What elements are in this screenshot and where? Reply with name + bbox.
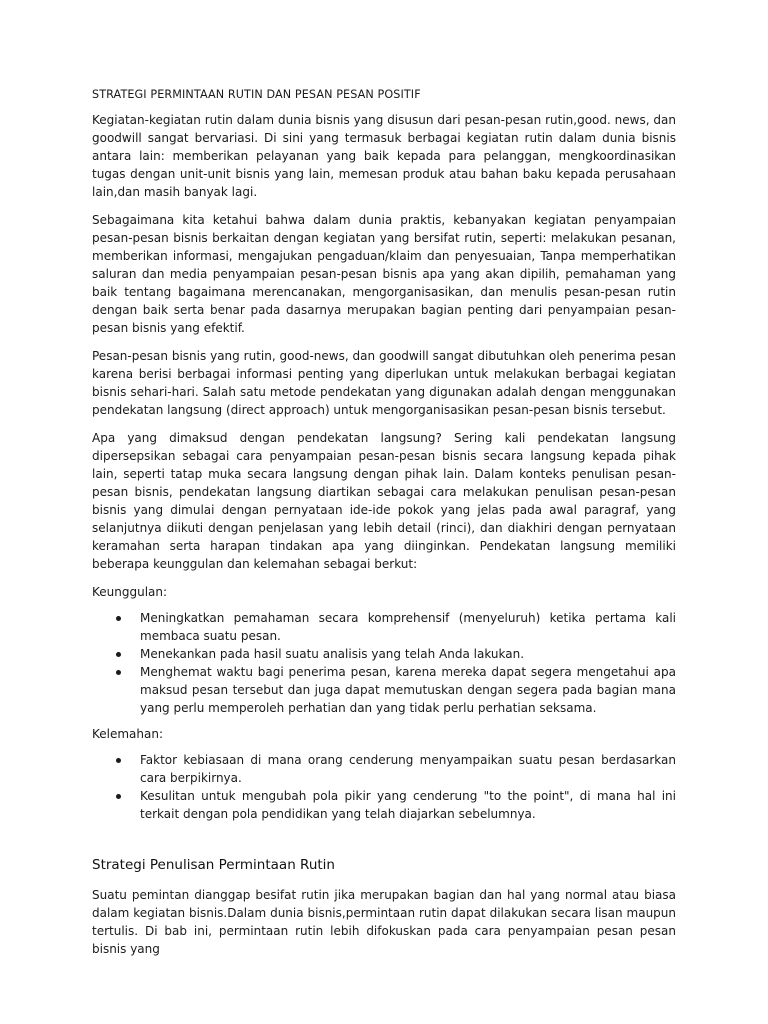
bullet-icon [116, 670, 121, 675]
paragraph-4: Apa yang dimaksud dengan pendekatan langsung? Sering kali pendekatan langsung dipersepsikan sebagai cara penyampaian pesan-pesan bisnis secara langsung kepada pihak lain, seperti tatap muka secara langsung dengan pihak lain. Dalam konteks penulisan pesan-pesan bisnis, pendekatan langsung diartikan sebagai cara melakukan penulisan pesan-pesan bisnis yang dimulai dengan pernyataan ide-ide pokok yang jelas pada awal paragraf, yang selanjutnya diikuti dengan penjelasan yang lebih detail (rinci), dan diakhiri dengan pernyataan keramahan serta harapan tindakan apa yang diinginkan. Pendekatan langsung memiliki beberapa keunggulan dan kelemahan sebagai berkut: [92, 431, 676, 571]
list-item-text: Kesulitan untuk mengubah pola pikir yang cenderung "to the point", di mana hal ini terkait dengan pola pendidikan yang telah diajarkan sebelumnya. [140, 789, 676, 821]
list-item-text: Menekankan pada hasil suatu analisis yang telah Anda lakukan. [140, 647, 525, 661]
list-item [92, 787, 676, 823]
list-item-text: Faktor kebiasaan di mana orang cenderung menyampaikan suatu pesan berdasarkan cara berpikirnya. [140, 753, 676, 785]
list-item [92, 645, 676, 663]
list-item [92, 663, 676, 717]
list-item [92, 609, 676, 645]
list-item-text: Meningkatkan pemahaman secara komprehensif (menyeluruh) ketika pertama kali membaca suatu pesan. [140, 611, 676, 643]
section-heading: Strategi Penulisan Permintaan Rutin [92, 857, 335, 873]
paragraph-2: Sebagaimana kita ketahui bahwa dalam dunia praktis, kebanyakan kegiatan penyampaian pesan-pesan bisnis berkaitan dengan kegiatan yang bersifat rutin, seperti: melakukan pesanan, memberikan informasi, mengajukan pengaduan/klaim dan penyesuaian, Tanpa memperhatikan saluran dan media penyampaian pesan-pesan bisnis apa yang akan dipilih, pemahaman yang baik tentang bagaimana merencanakan, mengorganisasikan, dan menulis pesan-pesan rutin dengan baik serta benar pada dasarnya merupakan bagian penting dari penyampaian pesan-pesan bisnis yang efektif. [92, 213, 676, 335]
list-item-text: Menghemat waktu bagi penerima pesan, karena mereka dapat segera mengetahui apa maksud pesan tersebut dan juga dapat memutuskan dengan segera pada bagian mana yang perlu memperoleh perhatian dan yang tidak perlu perhatian seksama. [140, 665, 676, 715]
paragraph-3: Pesan-pesan bisnis yang rutin, good-news, dan goodwill sangat dibutuhkan oleh penerima pesan karena berisi berbagai informasi penting yang diperlukan untuk melakukan berbagai kegiatan bisnis sehari-hari. Salah satu metode pendekatan yang digunakan adalah dengan menggunakan pendekatan langsung (direct approach) untuk mengorganisasikan pesan-pesan bisnis tersebut. [92, 349, 676, 417]
advantages-list [92, 609, 676, 717]
bullet-icon [116, 616, 121, 621]
disadvantages-list [92, 751, 676, 823]
paragraph-1: Kegiatan-kegiatan rutin dalam dunia bisnis yang disusun dari pesan-pesan rutin,good. news, dan goodwill sangat bervariasi. Di sini yang termasuk berbagai kegiatan rutin dalam dunia bisnis antara lain: memberikan pelayanan yang baik kepada para pelanggan, mengkoordinasikan tugas dengan unit-unit bisnis yang lain, memesan produk atau bahan baku kepada perusahaan lain,dan masih banyak lagi. [92, 113, 676, 199]
bullet-icon [116, 652, 121, 657]
bullet-icon [116, 794, 121, 799]
list-item [92, 751, 676, 787]
section-paragraph: Suatu pemintan dianggap besifat rutin jika merupakan bagian dan hal yang normal atau biasa dalam kegiatan bisnis.Dalam dunia bisnis,permintaan rutin dapat dilakukan secara lisan maupun tertulis. Di bab ini, permintaan rutin lebih difokuskan pada cara penyampaian pesan pesan bisnis yang [92, 888, 676, 956]
document-title: STRATEGI PERMINTAAN RUTIN DAN PESAN PESAN POSITIF [92, 88, 421, 101]
disadvantages-label: Kelemahan: [92, 727, 164, 741]
bullet-icon [116, 758, 121, 763]
advantages-label: Keunggulan: [92, 585, 168, 599]
